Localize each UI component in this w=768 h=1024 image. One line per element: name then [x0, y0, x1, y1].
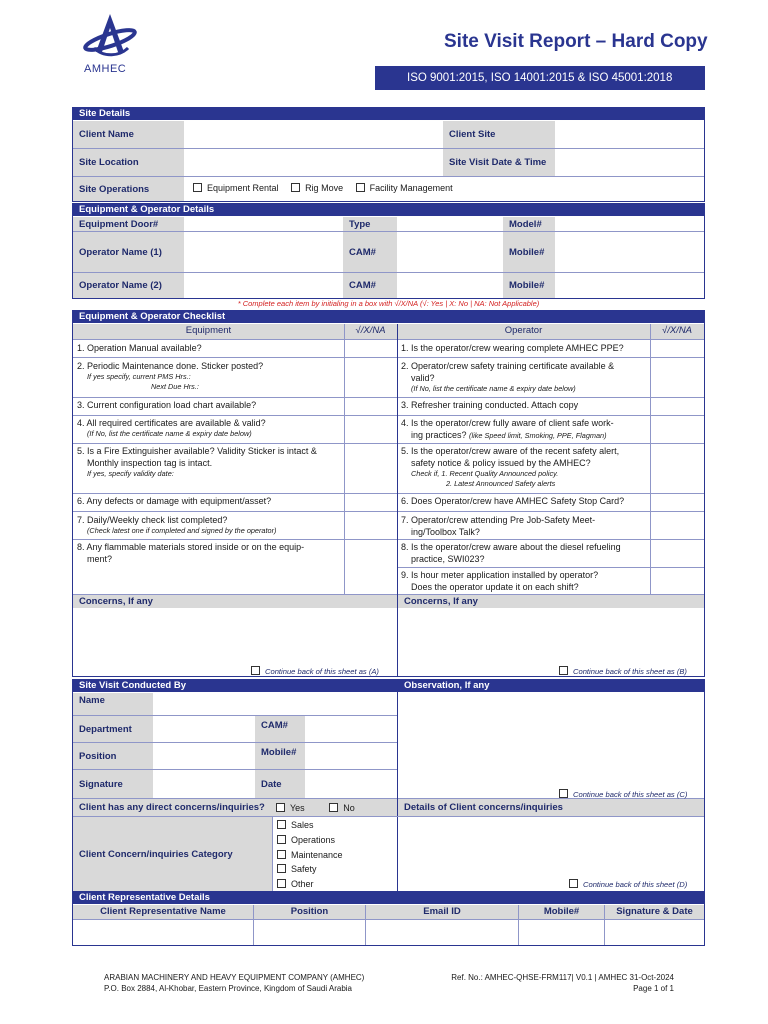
- facility-management-checkbox[interactable]: Facility Management: [356, 183, 453, 193]
- checkbox-icon: [193, 183, 202, 192]
- maintenance-checkbox[interactable]: Maintenance: [277, 848, 343, 863]
- mobile1-label: Mobile#: [503, 232, 555, 272]
- operator-mark-cells[interactable]: [650, 340, 704, 594]
- client-name-field[interactable]: [184, 121, 443, 148]
- visit-date-label: Site Visit Date & Time: [443, 149, 555, 176]
- checkbox-icon: [329, 803, 338, 812]
- door-label: Equipment Door#: [73, 217, 184, 231]
- client-details-heading: Details of Client concerns/inquiries: [398, 799, 704, 816]
- site-operations-label: Site Operations: [73, 177, 184, 201]
- equipment-item-4: 4. All required certificates are available & valid? (If No, list the certificate name & expiry date below): [77, 418, 266, 438]
- client-concerns-yes-no: [276, 802, 355, 814]
- rep-signature-header: Signature & Date: [605, 905, 704, 919]
- equipment-item-5: 5. Is a Fire Extinguisher available? Validity Sticker is intact & Monthly inspection tag is intact. If yes, specify validity date:: [77, 446, 317, 478]
- site-location-label: Site Location: [73, 149, 184, 176]
- visitor-date-label: Date: [255, 770, 305, 798]
- equipment-col-header: Equipment: [73, 324, 344, 339]
- visitor-mobile-label: Mobile#: [255, 743, 305, 769]
- checkbox-icon: [291, 183, 300, 192]
- department-label: Department: [73, 716, 153, 742]
- site-operations-options: [193, 182, 693, 194]
- checkbox-icon: [277, 835, 286, 844]
- client-rep-heading: Client Representative Details: [73, 892, 704, 904]
- model-label: Model#: [503, 217, 555, 231]
- operator-item-5: 5. Is the operator/crew aware of the recent safety alert, safety notice & policy issued by the AMHEC? Check if, 1. Recent Quality Announced policy. 2. Latest Announced Safety alerts: [401, 446, 620, 488]
- client-details-area[interactable]: [398, 817, 704, 877]
- checkbox-icon: [277, 864, 286, 873]
- rep-email-header: Email ID: [366, 905, 518, 919]
- client-site-label: Client Site: [443, 121, 555, 148]
- logo-text: AMHEC: [84, 63, 127, 75]
- yes-checkbox[interactable]: Yes: [276, 803, 305, 813]
- rep-entry-row[interactable]: [73, 920, 704, 945]
- visit-heading: Site Visit Conducted By: [73, 680, 397, 692]
- operator1-label: Operator Name (1): [73, 232, 184, 272]
- visitor-name-label: Name: [73, 693, 153, 715]
- cam2-label: CAM#: [343, 273, 397, 298]
- rep-name-header: Client Representative Name: [73, 905, 253, 919]
- equipment-mark-cells[interactable]: [344, 340, 397, 594]
- checkbox-icon: [569, 879, 578, 888]
- mobile2-label: Mobile#: [503, 273, 555, 298]
- operator-item-4: 4. Is the operator/crew fully aware of client safe work- ing practices? (like Speed limit, Smoking, PPE, Flagman): [401, 418, 614, 440]
- safety-checkbox[interactable]: Safety: [277, 862, 343, 877]
- equipment-item-8: 8. Any flammable materials stored inside or on the equip- ment?: [77, 542, 305, 564]
- checkbox-icon: [251, 666, 260, 675]
- checkbox-icon: [277, 879, 286, 888]
- operator2-label: Operator Name (2): [73, 273, 184, 298]
- completion-note: * Complete each item by initialing in a box with √/X/NA (√: Yes | X: No | NA: Not Applicable): [237, 299, 540, 308]
- footer-company: ARABIAN MACHINERY AND HEAVY EQUIPMENT COMPANY (AMHEC) P.O. Box 2884, Al-Khobar, Eastern Province, Kingdom of Saudi Arabia: [104, 973, 365, 993]
- rep-position-header: Position: [254, 905, 365, 919]
- checkbox-icon: [559, 666, 568, 675]
- continue-a-checkbox[interactable]: Continue back of this sheet as (A): [251, 666, 379, 676]
- checkbox-icon: [356, 183, 365, 192]
- checklist-section: [72, 310, 705, 677]
- page-title: Site Visit Report – Hard Copy: [444, 31, 708, 52]
- checkbox-icon: [559, 789, 568, 798]
- operator-concerns-label: Concerns, If any: [398, 595, 704, 608]
- site-details-section: [72, 107, 705, 202]
- operator-col-header: Operator: [397, 324, 650, 339]
- equipment-item-1: 1. Operation Manual available?: [77, 343, 202, 353]
- equipment-item-2: 2. Periodic Maintenance done. Sticker posted? If yes specify, current PMS Hrs.: Next Due Hrs.:: [77, 361, 264, 391]
- operator-mark-header: √/X/NA: [650, 324, 704, 339]
- client-category-label: Client Concern/inquiries Category: [73, 817, 272, 891]
- operator-item-2: 2. Operator/crew safety training certificate available & valid? (If No, list the certificate name & expiry date below): [401, 361, 615, 393]
- client-concerns-question: Client has any direct concerns/inquiries?: [73, 799, 397, 816]
- signature-label: Signature: [73, 770, 153, 798]
- equipment-operator-section: [72, 203, 705, 299]
- operator-item-9: 9. Is hour meter application installed by operator? Does the operator update it on each shift?: [401, 570, 599, 592]
- cam1-label: CAM#: [343, 232, 397, 272]
- observation-area[interactable]: [398, 693, 704, 798]
- equipment-item-6: 6. Any defects or damage with equipment/asset?: [77, 496, 272, 506]
- equipment-concerns-area[interactable]: [73, 609, 397, 661]
- sales-checkbox[interactable]: Sales: [277, 818, 343, 833]
- checklist-heading: Equipment & Operator Checklist: [73, 311, 704, 323]
- site-visit-section: [72, 679, 705, 892]
- continue-b-checkbox[interactable]: Continue back of this sheet as (B): [559, 666, 687, 676]
- checkbox-icon: [277, 850, 286, 859]
- other-checkbox[interactable]: Other: [277, 877, 343, 892]
- equipment-item-3: 3. Current configuration load chart available?: [77, 400, 257, 410]
- equipment-rental-checkbox[interactable]: Equipment Rental: [193, 183, 279, 193]
- checkbox-icon: [277, 820, 286, 829]
- client-name-label: Client Name: [73, 121, 184, 148]
- operator-item-3: 3. Refresher training conducted. Attach copy: [401, 400, 579, 410]
- client-rep-section: [72, 891, 705, 946]
- position-label: Position: [73, 743, 153, 769]
- client-site-field[interactable]: [555, 121, 704, 148]
- operations-checkbox[interactable]: Operations: [277, 833, 343, 848]
- type-label: Type: [343, 217, 397, 231]
- operator-item-7: 7. Operator/crew attending Pre Job-Safety Meet- ing/Toolbox Talk?: [401, 515, 596, 537]
- operator-concerns-area[interactable]: [398, 609, 704, 661]
- rep-mobile-header: Mobile#: [519, 905, 604, 919]
- no-checkbox[interactable]: No: [329, 803, 355, 813]
- site-details-heading: Site Details: [73, 108, 704, 120]
- equipment-operator-heading: Equipment & Operator Details: [73, 204, 704, 216]
- visitor-name-field[interactable]: [153, 693, 397, 715]
- footer-ref: Ref. No.: AMHEC-QHSE-FRM117| V0.1 | AMHEC 31-Oct-2024 Page 1 of 1: [451, 973, 674, 993]
- equipment-mark-header: √/X/NA: [344, 324, 397, 339]
- continue-c-checkbox[interactable]: Continue back of this sheet as (C): [559, 789, 687, 799]
- operator-item-1: 1. Is the operator/crew wearing complete AMHEC PPE?: [401, 343, 624, 353]
- equipment-concerns-label: Concerns, If any: [73, 595, 397, 608]
- operator-item-6: 6. Does Operator/crew have AMHEC Safety Stop Card?: [401, 496, 625, 506]
- amhec-logo-icon: [80, 12, 140, 64]
- checkbox-icon: [276, 803, 285, 812]
- operator-item-8: 8. Is the operator/crew aware about the diesel refueling practice, SWI023?: [401, 542, 621, 564]
- visitor-cam-label: CAM#: [255, 716, 305, 742]
- visit-date-field[interactable]: [555, 149, 704, 176]
- iso-banner: ISO 9001:2015, ISO 14001:2015 & ISO 45001:2018: [375, 66, 705, 90]
- client-category-options: [277, 818, 343, 892]
- observation-heading: Observation, If any: [398, 680, 704, 692]
- continue-d-checkbox[interactable]: Continue back of this sheet (D): [569, 879, 687, 889]
- equipment-item-7: 7. Daily/Weekly check list completed? (Check latest one if completed and signed by the operator): [77, 515, 277, 535]
- rig-move-checkbox[interactable]: Rig Move: [291, 183, 343, 193]
- site-location-field[interactable]: [184, 149, 443, 176]
